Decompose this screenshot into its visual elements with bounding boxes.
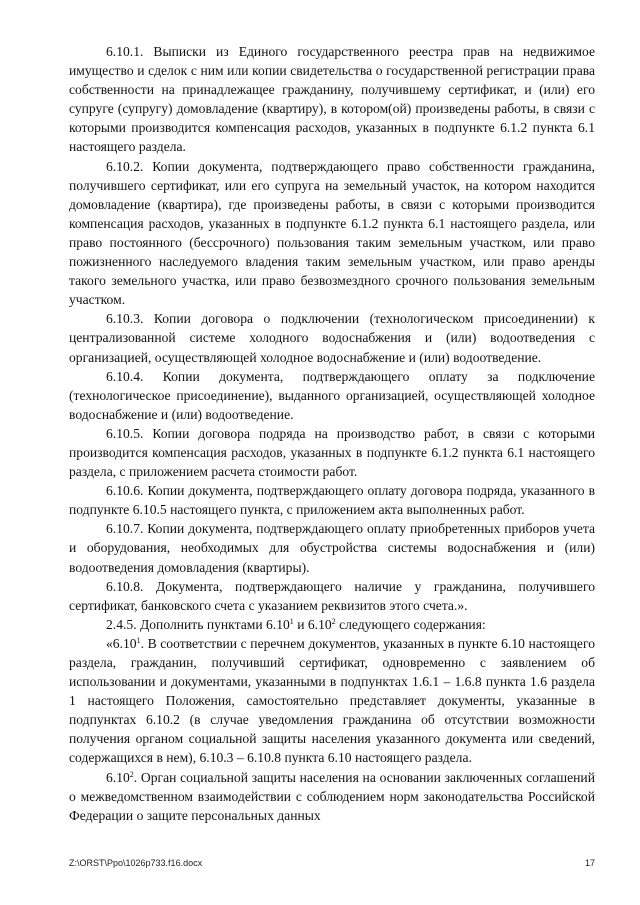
paragraph-6-10-6: 6.10.6. Копии документа, подтверждающего оплату договора подряда, указанного в подпункте 6.10.5 настоящего пункта, с приложением акта выполненных работ.: [69, 483, 595, 518]
p6102new-text-b: . Орган социальной защиты населения на основании заключенных соглашений о межведомственном взаимодействии с соблюдением норм законодательства Российской Федерации о защите персональных данных: [69, 769, 595, 823]
paragraph-6-10-1: 6.10.1. Выписки из Единого государственного реестра прав на недвижимое имущество и сделок с ним или копии свидетельства о государственной регистрации права собственности на принадлежащее гражданину, получившему сертификат, и (или) его супруге (супругу) домовладение (квартиру), в котором(ой) произведены работы, в связи с которыми производится компенсация расходов, указанных в подпункте 6.1.2 пункта 6.1 настоящего раздела.: [69, 44, 595, 155]
paragraph-6-10-5: 6.10.5. Копии договора подряда на производство работ, в связи с которыми производится компенсация расходов, указанных в подпункте 6.1.2 пункта 6.1 настоящего раздела, с приложением расчета стоимости работ.: [69, 425, 595, 480]
p245-text-a: 2.4.5. Дополнить пунктами 6.10: [106, 616, 290, 632]
paragraph-6-10-2: 6.10.2. Копии документа, подтверждающего право собственности гражданина, получившего сертификат, или его супруга на земельный участок, на котором находится домовладение (квартира), где произведены работы, в связи с которыми производится компенсация расходов, указанных в подпункте 6.1.2 пункта 6.1 настоящего раздела, или право постоянного (бессрочного) пользования таким земельным участком, или право пожизненного наследуемого владения таким земельным участком, или право аренды такого земельного участка, или право безвозмездного срочного пользования земельным участком.: [69, 158, 595, 308]
paragraph-2-4-5: [69, 615, 595, 634]
p245-superscript-2: 2: [331, 616, 336, 626]
p6101new-text-b: . В соответствии с перечнем документов, указанных в пункте 6.10 настоящего раздела, гражданин, получивший сертификат, одновременно с заявлением об использовании и документами, указанными в подпунктах 1.6.1 – 1.6.8 пункта 1.6 раздела 1 настоящего Положения, самостоятельно представляет документы, указанные в подпунктах 6.10.2 (в случае уведомления гражданина об отсутствии возможности получения органом социальной защиты населения указанного документа или сведений, содержащихся в нем), 6.10.3 – 6.10.8 пункта 6.10 настоящего раздела.: [69, 635, 595, 766]
file-path: Z:\ORST\Ppo\1026p733.f16.docx: [69, 858, 203, 868]
document-body: [69, 42, 595, 825]
p245-text-c: следующего содержания:: [335, 616, 486, 632]
p6101new-text-a: «6.10: [106, 635, 137, 651]
paragraph-6-10-sup1: [69, 634, 595, 768]
paragraph-6-10-sup2: [69, 768, 595, 825]
p245-text-b: и 6.10: [293, 616, 332, 632]
paragraph-6-10-8: 6.10.8. Документа, подтверждающего наличие у гражданина, получившего сертификат, банковского счета с указанием реквизитов этого счета.».: [69, 578, 595, 613]
paragraph-6-10-7: 6.10.7. Копии документа, подтверждающего оплату приобретенных приборов учета и оборудования, необходимых для обустройства системы водоснабжения и (или) водоотведения домовладения (квартиры).: [69, 521, 595, 575]
p6102new-superscript: 2: [129, 769, 134, 779]
p6102new-text-a: 6.10: [106, 769, 130, 785]
p6101new-superscript: 1: [136, 635, 141, 645]
paragraph-6-10-4: 6.10.4. Копии документа, подтверждающего оплату за подключение (технологическое присоединение), выданного организацией, осуществляющей холодное водоснабжение и (или) водоотведение.: [69, 368, 595, 422]
p245-superscript-1: 1: [289, 616, 294, 626]
page-number: 17: [584, 858, 595, 868]
paragraph-6-10-3: 6.10.3. Копии договора о подключении (технологическом присоединении) к централизованной системе холодного водоснабжения и (или) водоотведения с организацией, осуществляющей холодное водоснабжение и (или) водоотведение.: [69, 311, 595, 365]
